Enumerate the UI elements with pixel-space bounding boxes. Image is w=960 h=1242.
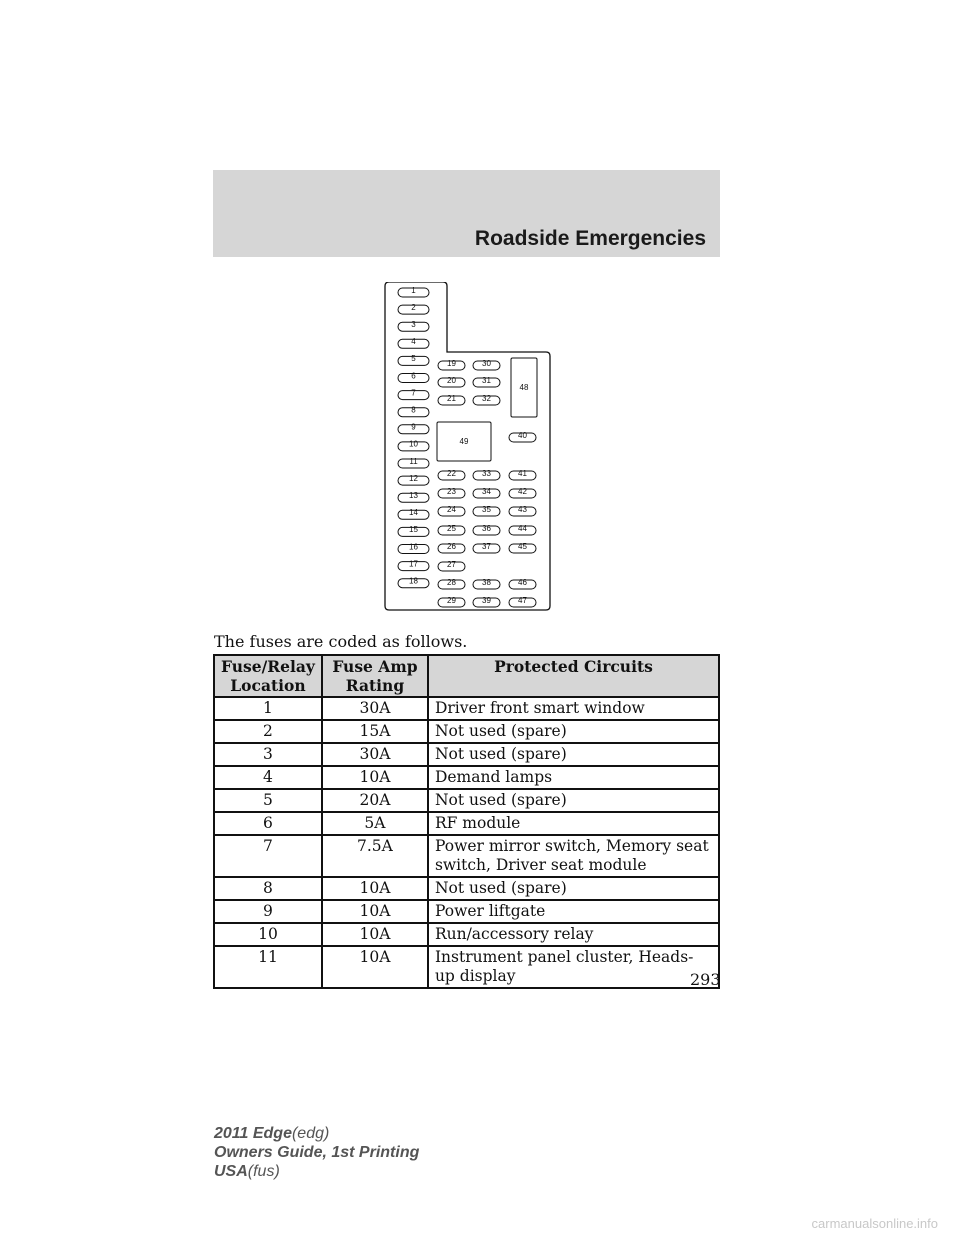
table-row xyxy=(214,946,719,988)
fuse-33-label: 33 xyxy=(482,468,491,478)
protected-circuit: Instrument panel cluster, Heads-up display xyxy=(428,946,719,988)
fuse-42-label: 42 xyxy=(518,486,527,496)
fuse-27-label: 27 xyxy=(447,559,456,569)
fuse-14-label: 14 xyxy=(409,508,418,518)
fuse-amp: 10A xyxy=(322,766,428,789)
fuse-amp: 10A xyxy=(322,946,428,988)
fuse-43-label: 43 xyxy=(518,504,527,514)
table-row xyxy=(214,835,719,877)
fuse-location: 1 xyxy=(214,697,322,720)
fuse-amp: 10A xyxy=(322,900,428,923)
fuse-13-label: 13 xyxy=(409,491,418,500)
protected-circuit: Not used (spare) xyxy=(428,877,719,900)
fuse-31-label: 31 xyxy=(482,375,491,385)
fuse-12-label: 12 xyxy=(409,473,418,483)
fuse-2-label: 2 xyxy=(411,302,416,312)
footer-guide: Owners Guide, 1st Printing xyxy=(214,1144,420,1161)
fuse-location: 9 xyxy=(214,900,322,923)
footer-model: 2011 Edge xyxy=(214,1125,292,1142)
fuse-amp: 30A xyxy=(322,743,428,766)
fuse-amp: 7.5A xyxy=(322,835,428,877)
table-row xyxy=(214,877,719,900)
fuse-location: 11 xyxy=(214,946,322,988)
fuse-22-label: 22 xyxy=(447,468,456,478)
fuse-35-label: 35 xyxy=(482,504,491,514)
table-row xyxy=(214,720,719,743)
fuse-37-label: 37 xyxy=(482,541,491,551)
fuse-amp: 15A xyxy=(322,720,428,743)
fuse-18-label: 18 xyxy=(409,576,418,586)
fuse-19-label: 19 xyxy=(447,358,456,368)
fuse-3-label: 3 xyxy=(411,320,416,329)
fuse-9-label: 9 xyxy=(411,422,416,432)
fuse-46-label: 46 xyxy=(518,577,527,587)
protected-circuit: Not used (spare) xyxy=(428,789,719,812)
fuse-39-label: 39 xyxy=(482,595,491,605)
fuse-11-label: 11 xyxy=(409,456,418,466)
fuse-47-label: 47 xyxy=(518,595,527,605)
table-row xyxy=(214,812,719,835)
column-header-amp xyxy=(322,655,428,697)
document-footer xyxy=(214,1124,419,1181)
protected-circuit: Driver front smart window xyxy=(428,697,719,720)
fuse-20-label: 20 xyxy=(447,375,456,385)
protected-circuit: Demand lamps xyxy=(428,766,719,789)
fuse-location: 6 xyxy=(214,812,322,835)
protected-circuit: Not used (spare) xyxy=(428,743,719,766)
fuse-location: 3 xyxy=(214,743,322,766)
fuse-amp: 10A xyxy=(322,923,428,946)
fuse-16-label: 16 xyxy=(409,542,418,552)
section-header-band xyxy=(213,170,720,257)
protected-circuit: RF module xyxy=(428,812,719,835)
fuse-amp: 5A xyxy=(322,812,428,835)
fuse-1-label: 1 xyxy=(411,285,416,295)
fuse-28-label: 28 xyxy=(447,577,456,587)
fuse-24-label: 24 xyxy=(447,504,456,514)
fuse-location: 7 xyxy=(214,835,322,877)
fuse-5-label: 5 xyxy=(411,354,416,364)
fuse-8-label: 8 xyxy=(411,405,416,415)
fuse-location: 8 xyxy=(214,877,322,900)
fuse-amp: 30A xyxy=(322,697,428,720)
table-row xyxy=(214,900,719,923)
fuse-40-label: 40 xyxy=(518,430,527,440)
table-row xyxy=(214,743,719,766)
fuse-15-label: 15 xyxy=(409,525,418,535)
column-header-location xyxy=(214,655,322,697)
fuse-7-label: 7 xyxy=(411,388,416,398)
fuse-36-label: 36 xyxy=(482,523,491,533)
column-header-circuits: Protected Circuits xyxy=(428,655,719,697)
amp-header-line2: Rating xyxy=(345,676,405,695)
relay-48-label: 48 xyxy=(519,383,529,392)
fuse-location: 10 xyxy=(214,923,322,946)
fuse-location: 2 xyxy=(214,720,322,743)
protected-circuit: Power mirror switch, Memory seat switch, Driver seat module xyxy=(428,835,719,877)
fuse-34-label: 34 xyxy=(482,486,491,496)
fuse-amp: 10A xyxy=(322,877,428,900)
fuse-23-label: 23 xyxy=(447,486,456,496)
fuse-26-label: 26 xyxy=(447,541,456,551)
fuse-45-label: 45 xyxy=(518,541,527,551)
protected-circuit: Not used (spare) xyxy=(428,720,719,743)
page-number: 293 xyxy=(690,970,721,989)
footer-model-code: (edg) xyxy=(291,1125,330,1142)
protected-circuit: Run/accessory relay xyxy=(428,923,719,946)
fuse-41-label: 41 xyxy=(518,468,527,478)
footer-line3 xyxy=(214,1162,419,1181)
table-row xyxy=(214,923,719,946)
fuse-17-label: 17 xyxy=(409,559,418,569)
fuse-panel-diagram xyxy=(382,282,552,612)
footer-market: USA xyxy=(214,1163,248,1180)
footer-line1 xyxy=(214,1124,419,1143)
table-header-row xyxy=(214,655,719,697)
fuse-amp: 20A xyxy=(322,789,428,812)
watermark: carmanualsonline.info xyxy=(811,1216,938,1231)
fuse-21-label: 21 xyxy=(447,393,456,403)
protected-circuit: Power liftgate xyxy=(428,900,719,923)
fuse-25-label: 25 xyxy=(447,523,456,533)
fuse-10-label: 10 xyxy=(409,439,418,449)
intro-text: The fuses are coded as follows. xyxy=(214,632,468,651)
fuse-table xyxy=(213,654,720,989)
fuse-38-label: 38 xyxy=(482,577,491,587)
table-row xyxy=(214,697,719,720)
fuse-44-label: 44 xyxy=(518,523,527,533)
fuse-6-label: 6 xyxy=(411,371,416,381)
section-title: Roadside Emergencies xyxy=(474,227,706,250)
location-header-line1: Fuse/Relay xyxy=(221,657,315,676)
fuse-32-label: 32 xyxy=(482,393,491,403)
relay-49-label: 49 xyxy=(459,437,469,446)
fuse-4-label: 4 xyxy=(411,337,416,347)
fuse-panel-svg xyxy=(382,282,552,612)
location-header-line2: Location xyxy=(230,676,306,695)
footer-market-code: (fus) xyxy=(247,1163,280,1180)
amp-header-line1: Fuse Amp xyxy=(332,657,418,676)
fuse-29-label: 29 xyxy=(447,595,456,605)
table-row xyxy=(214,766,719,789)
table-row xyxy=(214,789,719,812)
footer-line2 xyxy=(214,1143,419,1162)
fuse-30-label: 30 xyxy=(482,358,491,368)
fuse-location: 5 xyxy=(214,789,322,812)
fuse-location: 4 xyxy=(214,766,322,789)
